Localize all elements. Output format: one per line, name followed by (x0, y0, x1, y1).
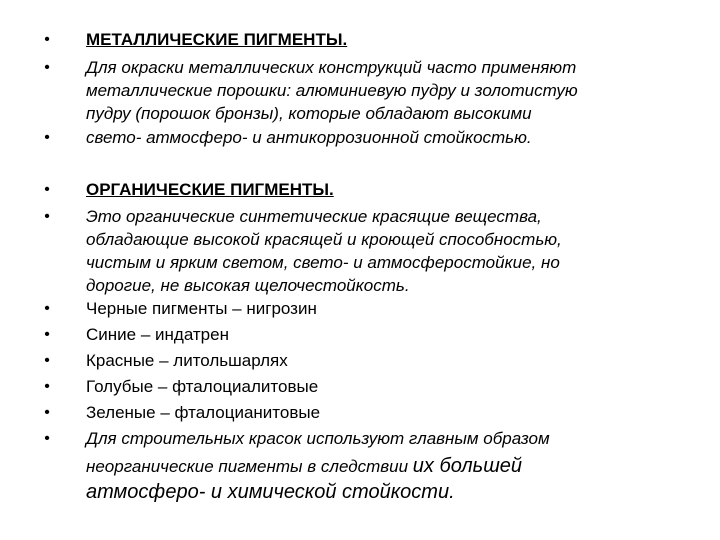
organic-desc-line-3: чистым и ярким светом, свето- и атмосферостойкие, но (86, 253, 560, 272)
metallic-desc-line-3: пудру (порошок бронзы), которые обладают высокими (86, 104, 532, 123)
bullet: • (44, 430, 50, 447)
bullet: • (44, 326, 50, 343)
organic-desc-line-2: обладающие высокой красящей и кроющей способностью, (86, 230, 562, 249)
organic-heading: ОРГАНИЧЕСКИЕ ПИГМЕНТЫ. (86, 180, 334, 199)
metallic-heading: МЕТАЛЛИЧЕСКИЕ ПИГМЕНТЫ. (86, 30, 348, 49)
organic-desc-line-4: дорогие, не высокая щелочестойкость. (86, 276, 410, 295)
bullet: • (44, 31, 50, 48)
conclusion-line-2-emphasis: их большей (412, 455, 523, 477)
bullet: • (44, 352, 50, 369)
metallic-desc-line-1: Для окраски металлических конструкций часто применяют (86, 58, 577, 77)
conclusion-line-1: Для строительных красок используют главным образом (86, 429, 550, 448)
color-label: Голубые – фталоциалитовые (86, 377, 319, 396)
color-label: Синие – индатрен (86, 325, 229, 344)
conclusion-line-3: атмосферо- и химической стойкости. (86, 481, 455, 503)
color-label: Красные – литольшарлях (86, 351, 288, 370)
bullet: • (44, 208, 50, 225)
color-label: Зеленые – фталоцианитовые (86, 403, 321, 422)
bullet: • (44, 404, 50, 421)
metallic-desc-line-4: свето- атмосферо- и антикоррозионной стойкостью. (86, 128, 532, 147)
bullet: • (44, 300, 50, 317)
conclusion-line-2 (86, 453, 686, 480)
bullet: • (44, 59, 50, 76)
bullet: • (44, 378, 50, 395)
organic-desc-line-1: Это органические синтетические красящие вещества, (86, 207, 542, 226)
bullet: • (44, 129, 50, 146)
conclusion-line-2-text: неорганические пигменты в следствии (86, 457, 409, 476)
color-label: Черные пигменты – нигрозин (86, 299, 317, 318)
bullet: • (44, 181, 50, 198)
metallic-desc-line-2: металлические порошки: алюминиевую пудру и золотистую (86, 81, 578, 100)
